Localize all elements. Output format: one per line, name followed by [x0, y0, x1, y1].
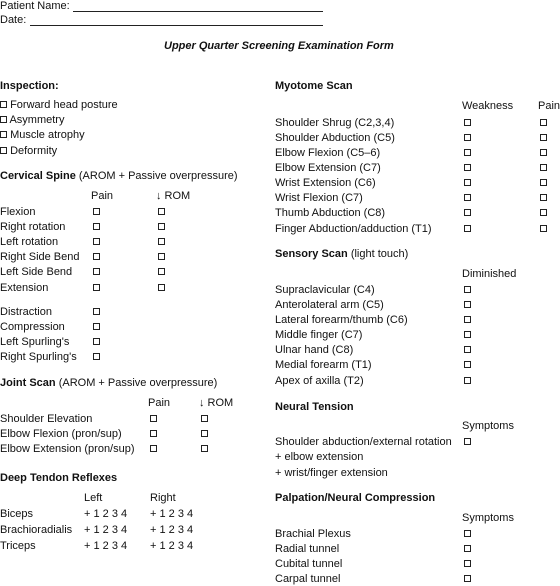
checkbox[interactable] — [201, 445, 208, 452]
checkbox[interactable] — [540, 164, 547, 171]
checkbox[interactable] — [540, 194, 547, 201]
cervical-test-label: Distraction — [0, 306, 52, 318]
checkbox[interactable] — [158, 284, 165, 291]
cervical-col-rom: ↓ ROM — [156, 190, 191, 202]
cervical-row-label: Left Side Bend — [0, 266, 73, 278]
sensory-row-label: Ulnar hand (C8) — [275, 344, 354, 356]
checkbox[interactable] — [0, 116, 7, 123]
checkbox[interactable] — [464, 575, 471, 582]
form-title: Upper Quarter Screening Examination Form — [164, 40, 394, 52]
palpation-row-label: Carpal tunnel — [275, 573, 341, 585]
checkbox[interactable] — [464, 225, 471, 232]
sensory-row-label: Middle finger (C7) — [275, 329, 363, 341]
checkbox[interactable] — [0, 101, 7, 108]
sensory-heading: Sensory Scan (light touch) — [275, 248, 409, 260]
cervical-test-label: Left Spurling's — [0, 336, 70, 348]
checkbox[interactable] — [0, 147, 7, 154]
checkbox[interactable] — [540, 225, 547, 232]
checkbox[interactable] — [201, 430, 208, 437]
cervical-row-label: Left rotation — [0, 236, 59, 248]
checkbox[interactable] — [540, 149, 547, 156]
checkbox[interactable] — [158, 253, 165, 260]
myotome-row-label: Wrist Extension (C6) — [275, 177, 376, 189]
sensory-row-label: Supraclavicular (C4) — [275, 284, 375, 296]
palpation-col-symptoms: Symptoms — [462, 512, 514, 524]
joint-heading: Joint Scan (AROM + Passive overpressure) — [0, 377, 218, 389]
checkbox[interactable] — [93, 223, 100, 230]
reflex-grade-right[interactable]: + 1 2 3 4 — [150, 524, 194, 536]
checkbox[interactable] — [464, 331, 471, 338]
sensory-col-diminished: Diminished — [462, 268, 517, 280]
reflex-grade-right[interactable]: + 1 2 3 4 — [150, 508, 194, 520]
checkbox[interactable] — [93, 253, 100, 260]
inspection-heading: Inspection: — [0, 80, 59, 92]
reflex-row-label: Biceps — [0, 508, 34, 520]
checkbox[interactable] — [464, 438, 471, 445]
checkbox[interactable] — [93, 208, 100, 215]
cervical-row-label: Right rotation — [0, 221, 66, 233]
sensory-row-label: Apex of axilla (T2) — [275, 375, 364, 387]
checkbox[interactable] — [93, 238, 100, 245]
checkbox[interactable] — [464, 346, 471, 353]
myotome-row-label: Shoulder Abduction (C5) — [275, 132, 395, 144]
inspection-item[interactable]: Asymmetry — [0, 114, 64, 127]
checkbox[interactable] — [464, 377, 471, 384]
neural-row-label: + wrist/finger extension — [275, 467, 388, 479]
checkbox[interactable] — [0, 131, 7, 138]
checkbox[interactable] — [93, 284, 100, 291]
reflex-grade-left[interactable]: + 1 2 3 4 — [84, 508, 128, 520]
reflex-grade-right[interactable]: + 1 2 3 4 — [150, 540, 194, 552]
reflexes-col-right: Right — [150, 492, 176, 504]
checkbox[interactable] — [158, 268, 165, 275]
cervical-test-label: Right Spurling's — [0, 351, 77, 363]
myotome-col-weakness: Weakness — [462, 100, 514, 112]
checkbox[interactable] — [158, 238, 165, 245]
patient-name-label: Patient Name: — [0, 0, 70, 12]
cervical-test-label: Compression — [0, 321, 65, 333]
joint-col-pain: Pain — [148, 397, 171, 409]
checkbox[interactable] — [464, 209, 471, 216]
palpation-heading: Palpation/Neural Compression — [275, 492, 436, 504]
checkbox[interactable] — [150, 430, 157, 437]
inspection-item[interactable]: Forward head posture — [0, 99, 118, 112]
reflexes-col-left: Left — [84, 492, 103, 504]
checkbox[interactable] — [464, 119, 471, 126]
checkbox[interactable] — [540, 209, 547, 216]
checkbox[interactable] — [464, 194, 471, 201]
reflex-row-label: Triceps — [0, 540, 36, 552]
palpation-row-label: Brachial Plexus — [275, 528, 351, 540]
myotome-row-label: Thumb Abduction (C8) — [275, 207, 386, 219]
checkbox[interactable] — [464, 301, 471, 308]
cervical-row-label: Extension — [0, 282, 49, 294]
myotome-row-label: Wrist Flexion (C7) — [275, 192, 363, 204]
inspection-item[interactable]: Deformity — [0, 145, 57, 158]
checkbox[interactable] — [464, 179, 471, 186]
cervical-col-pain: Pain — [91, 190, 114, 202]
joint-row-label: Elbow Extension (pron/sup) — [0, 443, 135, 455]
checkbox[interactable] — [150, 415, 157, 422]
checkbox[interactable] — [464, 560, 471, 567]
joint-row-label: Elbow Flexion (pron/sup) — [0, 428, 122, 440]
date-field[interactable] — [30, 25, 323, 26]
checkbox[interactable] — [93, 308, 100, 315]
sensory-row-label: Medial forearm (T1) — [275, 359, 372, 371]
checkbox[interactable] — [158, 223, 165, 230]
reflexes-heading: Deep Tendon Reflexes — [0, 472, 118, 484]
myotome-heading: Myotome Scan — [275, 80, 353, 92]
checkbox[interactable] — [158, 208, 165, 215]
neural-row-label: Shoulder abduction/external rotation — [275, 436, 452, 448]
patient-name-field[interactable] — [73, 11, 323, 12]
checkbox[interactable] — [93, 353, 100, 360]
myotome-col-pain: Pain — [538, 100, 560, 112]
checkbox[interactable] — [464, 164, 471, 171]
reflex-row-label: Brachioradialis — [0, 524, 73, 536]
date-label: Date: — [0, 14, 27, 26]
myotome-row-label: Elbow Extension (C7) — [275, 162, 381, 174]
cervical-row-label: Right Side Bend — [0, 251, 80, 263]
palpation-row-label: Radial tunnel — [275, 543, 340, 555]
cervical-row-label: Flexion — [0, 206, 36, 218]
sensory-row-label: Lateral forearm/thumb (C6) — [275, 314, 408, 326]
checkbox[interactable] — [540, 119, 547, 126]
myotome-row-label: Finger Abduction/adduction (T1) — [275, 223, 432, 235]
checkbox[interactable] — [464, 361, 471, 368]
checkbox[interactable] — [201, 415, 208, 422]
checkbox[interactable] — [540, 179, 547, 186]
reflex-grade-left[interactable]: + 1 2 3 4 — [84, 540, 128, 552]
reflex-grade-left[interactable]: + 1 2 3 4 — [84, 524, 128, 536]
checkbox[interactable] — [464, 134, 471, 141]
neural-row-label: + elbow extension — [275, 451, 364, 463]
myotome-row-label: Elbow Flexion (C5–6) — [275, 147, 381, 159]
checkbox[interactable] — [464, 149, 471, 156]
neural-col-symptoms: Symptoms — [462, 420, 514, 432]
checkbox[interactable] — [150, 445, 157, 452]
checkbox[interactable] — [464, 286, 471, 293]
cervical-heading: Cervical Spine (AROM + Passive overpressure) — [0, 170, 238, 182]
joint-row-label: Shoulder Elevation — [0, 413, 93, 425]
checkbox[interactable] — [540, 134, 547, 141]
sensory-row-label: Anterolateral arm (C5) — [275, 299, 384, 311]
checkbox[interactable] — [93, 268, 100, 275]
joint-col-rom: ↓ ROM — [199, 397, 234, 409]
palpation-row-label: Cubital tunnel — [275, 558, 343, 570]
inspection-item[interactable]: Muscle atrophy — [0, 129, 85, 142]
neural-heading: Neural Tension — [275, 401, 354, 413]
checkbox[interactable] — [464, 316, 471, 323]
myotome-row-label: Shoulder Shrug (C2,3,4) — [275, 117, 395, 129]
checkbox[interactable] — [93, 323, 100, 330]
checkbox[interactable] — [464, 545, 471, 552]
checkbox[interactable] — [93, 338, 100, 345]
checkbox[interactable] — [464, 530, 471, 537]
